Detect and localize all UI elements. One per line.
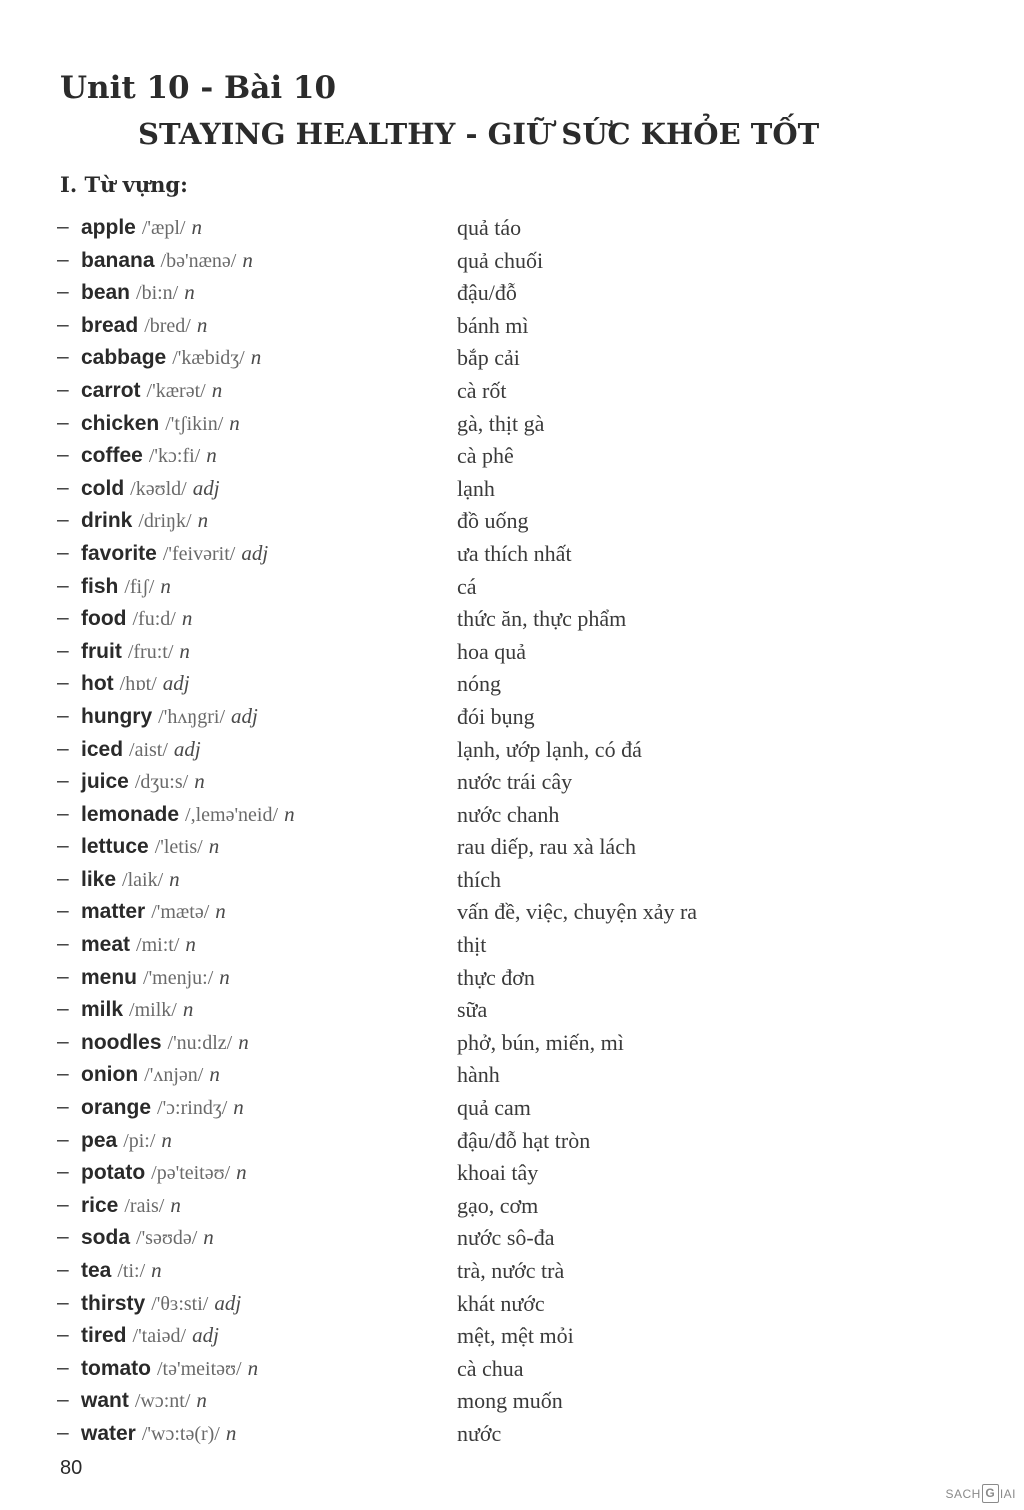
- vocab-meaning: bánh mì: [457, 312, 529, 338]
- vocab-meaning: nước sô-đa: [457, 1225, 555, 1251]
- vocab-meaning: gạo, cơm: [457, 1192, 539, 1218]
- vocab-pronunciation: /fru:t/: [127, 640, 174, 663]
- vocab-part-of-speech: n: [169, 866, 180, 891]
- vocab-entry: [81, 312, 207, 339]
- vocab-word: chicken: [81, 411, 160, 435]
- vocab-meaning: quả chuối: [457, 247, 544, 273]
- list-dash: –: [57, 932, 69, 956]
- vocab-row: [57, 244, 957, 277]
- vocab-word: potato: [81, 1161, 146, 1185]
- vocab-part-of-speech: n: [242, 247, 253, 272]
- vocab-row: [57, 1189, 957, 1222]
- vocab-entry: [81, 801, 295, 828]
- vocab-pronunciation: /'kærət/: [146, 379, 206, 402]
- vocab-part-of-speech: n: [206, 443, 217, 468]
- vocab-part-of-speech: n: [203, 1225, 214, 1250]
- vocab-pronunciation: /'menju:/: [143, 966, 214, 989]
- vocab-word: soda: [81, 1226, 131, 1250]
- vocab-word: noodles: [81, 1030, 162, 1054]
- vocab-pronunciation: /fiʃ/: [124, 575, 155, 598]
- vocab-word: carrot: [81, 378, 141, 402]
- vocab-meaning: vấn đề, việc, chuyện xảy ra: [457, 899, 698, 925]
- vocab-pronunciation: /'mætə/: [151, 901, 210, 924]
- vocab-row: [57, 472, 957, 505]
- vocab-entry: [81, 573, 171, 600]
- vocab-pronunciation: /pi:/: [123, 1129, 156, 1152]
- page-title: STAYING HEALTHY - GIỮ SỨC KHỎE TỐT: [138, 117, 820, 151]
- list-dash: –: [57, 899, 69, 923]
- list-dash: –: [57, 1290, 69, 1314]
- vocab-pronunciation: /'taiəd/: [132, 1325, 187, 1348]
- vocab-part-of-speech: n: [182, 997, 194, 1022]
- vocab-row: [57, 798, 957, 831]
- vocab-part-of-speech: n: [247, 1355, 259, 1380]
- vocab-entry: [81, 1127, 172, 1154]
- vocab-word: matter: [81, 900, 146, 924]
- vocab-row: [57, 1319, 957, 1352]
- vocab-part-of-speech: n: [236, 1160, 247, 1185]
- vocab-pronunciation: /pə'teitəʊ/: [151, 1162, 231, 1185]
- list-dash: –: [57, 1160, 69, 1184]
- list-dash: –: [57, 1062, 69, 1086]
- list-dash: –: [57, 1355, 69, 1379]
- vocab-meaning: rau diếp, rau xà lách: [457, 834, 636, 860]
- vocab-part-of-speech: n: [219, 964, 230, 989]
- list-dash: –: [57, 443, 69, 467]
- list-dash: –: [57, 312, 69, 336]
- vocab-entry: [81, 1094, 244, 1121]
- vocab-entry: [81, 1029, 249, 1056]
- vocab-meaning: lạnh: [457, 475, 495, 501]
- vocab-word: favorite: [81, 541, 157, 565]
- vocab-entry: [81, 1061, 220, 1088]
- watermark-logo: [945, 1484, 1016, 1503]
- list-dash: –: [57, 573, 69, 597]
- list-dash: –: [57, 703, 69, 727]
- vocab-word: drink: [81, 509, 133, 533]
- list-dash: –: [57, 638, 69, 662]
- vocab-meaning: cà chua: [457, 1355, 524, 1381]
- list-dash: –: [57, 769, 69, 793]
- list-dash: –: [57, 475, 69, 499]
- vocab-row: [57, 1417, 957, 1450]
- list-dash: –: [57, 1127, 69, 1151]
- vocab-meaning: nước chanh: [457, 801, 560, 827]
- vocab-meaning: đồ uống: [457, 508, 529, 534]
- list-dash: –: [57, 1029, 69, 1053]
- vocab-row: [57, 700, 957, 733]
- vocab-part-of-speech: n: [215, 899, 226, 924]
- vocab-part-of-speech: adj: [231, 703, 258, 728]
- vocab-pronunciation: /'kɔ:fi/: [148, 445, 201, 468]
- vocab-entry: [81, 247, 253, 274]
- list-dash: –: [57, 1258, 69, 1281]
- vocab-row: [57, 895, 957, 928]
- vocab-meaning: đói bụng: [457, 703, 535, 729]
- vocab-meaning: quả táo: [457, 215, 522, 240]
- vocab-pronunciation: /bə'nænə/: [160, 249, 237, 272]
- list-dash: –: [57, 1323, 69, 1347]
- vocab-pronunciation: /'kæbidʒ/: [172, 347, 245, 370]
- vocab-part-of-speech: n: [191, 215, 202, 239]
- vocab-part-of-speech: adj: [192, 1323, 219, 1348]
- vocab-part-of-speech: n: [161, 1127, 172, 1152]
- list-dash: –: [57, 1095, 69, 1119]
- vocabulary-list: [57, 211, 957, 1450]
- vocab-meaning: đậu/đỗ: [457, 280, 517, 306]
- vocab-meaning: khoai tây: [457, 1160, 539, 1186]
- vocab-entry: [81, 1257, 162, 1284]
- vocab-part-of-speech: n: [184, 280, 195, 305]
- vocab-row: [57, 407, 957, 440]
- vocab-word: onion: [81, 1063, 139, 1087]
- list-dash: –: [57, 280, 69, 304]
- vocab-entry: [81, 605, 192, 632]
- vocab-row: [57, 1026, 957, 1059]
- vocab-row: [57, 1287, 957, 1320]
- page-number: 80: [60, 1457, 83, 1479]
- vocab-entry: [81, 996, 193, 1023]
- vocab-meaning: hành: [457, 1062, 500, 1088]
- vocab-row: [57, 928, 957, 961]
- list-dash: –: [57, 1225, 69, 1249]
- unit-title: Unit 10 - Bài 10: [60, 70, 337, 106]
- vocab-entry: [81, 670, 190, 697]
- list-dash: –: [57, 866, 69, 890]
- vocab-row: [57, 961, 957, 994]
- vocab-row: [57, 1156, 957, 1189]
- vocab-part-of-speech: adj: [173, 736, 201, 761]
- vocab-entry: [81, 768, 205, 795]
- list-dash: –: [57, 1192, 69, 1216]
- watermark-mark: G: [982, 1484, 999, 1503]
- vocab-row: [57, 537, 957, 570]
- vocab-meaning: hoa quả: [457, 638, 527, 664]
- vocab-meaning: quả cam: [457, 1095, 531, 1121]
- vocab-part-of-speech: n: [170, 1192, 181, 1217]
- vocab-pronunciation: /driŋk/: [138, 510, 192, 533]
- vocab-pronunciation: /'hʌŋgri/: [158, 705, 225, 728]
- vocab-entry: [81, 442, 217, 469]
- vocab-meaning: nóng: [457, 671, 501, 697]
- vocab-row: [57, 211, 957, 244]
- vocab-part-of-speech: n: [233, 1095, 244, 1120]
- list-dash: –: [57, 1420, 69, 1444]
- vocab-row: [57, 830, 957, 863]
- vocab-meaning: cá: [457, 573, 477, 599]
- vocab-word: fruit: [81, 639, 122, 663]
- vocab-meaning: mong muốn: [457, 1388, 563, 1414]
- vocab-word: thirsty: [81, 1291, 146, 1315]
- vocab-meaning: phở, bún, miến, mì: [457, 1029, 624, 1055]
- vocab-word: fish: [81, 574, 119, 598]
- vocab-entry: [81, 703, 258, 730]
- vocab-row: [57, 374, 957, 407]
- vocab-part-of-speech: n: [151, 1258, 162, 1282]
- vocab-word: orange: [81, 1096, 152, 1120]
- vocab-part-of-speech: n: [208, 834, 220, 859]
- list-dash: –: [57, 801, 69, 825]
- vocab-word: banana: [81, 248, 155, 272]
- list-dash: –: [57, 345, 69, 369]
- list-dash: –: [57, 508, 69, 532]
- vocab-row: [57, 570, 957, 603]
- vocab-part-of-speech: n: [196, 312, 208, 337]
- vocab-row: [57, 1124, 957, 1157]
- vocab-entry: [81, 279, 195, 306]
- vocab-word: iced: [81, 737, 124, 761]
- vocab-pronunciation: /'ɔ:rindʒ/: [157, 1097, 228, 1120]
- vocab-part-of-speech: n: [197, 508, 209, 533]
- vocab-entry: [81, 964, 230, 991]
- vocab-meaning: khát nước: [457, 1290, 545, 1316]
- vocab-word: cold: [81, 476, 125, 500]
- vocab-pronunciation: /laik/: [122, 868, 164, 891]
- vocab-entry: [81, 1355, 258, 1382]
- vocab-pronunciation: /'wɔ:tə(r)/: [141, 1422, 220, 1445]
- vocab-pronunciation: /hɒt/: [119, 673, 157, 696]
- vocab-meaning: cà phê: [457, 443, 514, 469]
- vocab-part-of-speech: n: [225, 1420, 237, 1445]
- vocab-part-of-speech: adj: [162, 671, 190, 696]
- vocab-pronunciation: /'θɜ:sti/: [151, 1292, 209, 1315]
- vocab-word: tomato: [81, 1356, 151, 1380]
- vocab-pronunciation: /kəʊld/: [130, 477, 187, 500]
- vocab-word: meat: [81, 933, 131, 957]
- vocab-entry: [81, 507, 208, 534]
- vocab-part-of-speech: n: [284, 801, 295, 826]
- vocab-pronunciation: /'tʃikin/: [165, 412, 224, 435]
- vocab-pronunciation: /mi:t/: [136, 934, 180, 957]
- vocab-pronunciation: /bi:n/: [136, 282, 179, 305]
- vocab-meaning: thích: [457, 866, 501, 892]
- vocab-row: [57, 1221, 957, 1254]
- vocab-word: menu: [81, 965, 138, 989]
- list-dash: –: [57, 736, 69, 760]
- vocab-part-of-speech: n: [250, 345, 262, 370]
- vocab-meaning: thịt: [457, 932, 487, 958]
- vocab-pronunciation: /'feivərit/: [162, 542, 236, 565]
- vocab-meaning: nước: [457, 1420, 502, 1446]
- vocab-word: rice: [81, 1193, 119, 1217]
- vocab-meaning: đậu/đỗ hạt tròn: [457, 1127, 591, 1153]
- vocab-meaning: ưa thích nhất: [457, 540, 572, 566]
- vocab-entry: [81, 1322, 219, 1349]
- vocab-pronunciation: /'səʊdə/: [136, 1227, 198, 1250]
- vocab-entry: [81, 1290, 241, 1317]
- vocab-meaning: thức ăn, thực phẩm: [457, 606, 627, 632]
- vocab-meaning: bắp cải: [457, 345, 520, 371]
- vocab-meaning: mệt, mệt mỏi: [457, 1323, 574, 1349]
- list-dash: –: [57, 997, 69, 1021]
- vocab-entry: [81, 1387, 207, 1414]
- vocab-meaning: cà rốt: [457, 377, 507, 403]
- watermark-suffix: IAI: [999, 1486, 1016, 1501]
- vocab-part-of-speech: n: [181, 606, 193, 631]
- vocab-pronunciation: /,lemə'neid/: [185, 803, 279, 826]
- vocab-word: pea: [81, 1128, 118, 1152]
- vocab-part-of-speech: adj: [192, 475, 220, 500]
- vocab-part-of-speech: n: [179, 638, 190, 663]
- vocab-row: [57, 341, 957, 374]
- watermark-prefix: SACH: [945, 1486, 981, 1501]
- vocab-pronunciation: /bred/: [144, 314, 191, 337]
- vocab-row: [57, 1058, 957, 1091]
- vocab-entry: [81, 377, 222, 404]
- vocab-word: juice: [81, 770, 129, 794]
- vocab-pronunciation: /'ʌnjən/: [144, 1064, 204, 1087]
- vocab-pronunciation: /'æpl/: [141, 217, 186, 239]
- vocab-entry: [81, 410, 240, 437]
- list-dash: –: [57, 1388, 69, 1412]
- vocab-row: [57, 439, 957, 472]
- vocab-word: hungry: [81, 704, 153, 728]
- vocab-part-of-speech: n: [160, 573, 171, 598]
- vocab-pronunciation: /wɔ:nt/: [134, 1390, 191, 1413]
- vocab-row: [57, 309, 957, 342]
- vocab-pronunciation: /rais/: [124, 1194, 165, 1217]
- vocab-meaning: thực đơn: [457, 964, 535, 990]
- vocab-row: [57, 993, 957, 1026]
- list-dash: –: [57, 247, 69, 271]
- vocab-pronunciation: /ti:/: [117, 1260, 146, 1282]
- vocab-entry: [81, 736, 201, 763]
- vocab-entry: [81, 540, 268, 567]
- vocab-entry: [81, 931, 196, 958]
- vocab-word: tired: [81, 1324, 127, 1348]
- vocab-row: [57, 1352, 957, 1385]
- vocab-word: bread: [81, 313, 139, 337]
- vocab-entry: [81, 833, 219, 860]
- list-dash: –: [57, 410, 69, 434]
- vocab-entry: [81, 866, 180, 893]
- vocab-word: like: [81, 867, 117, 891]
- vocab-word: cabbage: [81, 346, 167, 370]
- vocab-word: lettuce: [81, 835, 149, 859]
- vocab-word: bean: [81, 281, 131, 305]
- vocab-meaning: nước trái cây: [457, 769, 573, 795]
- vocab-word: tea: [81, 1259, 112, 1282]
- vocab-part-of-speech: adj: [214, 1290, 242, 1315]
- vocab-row: [57, 1254, 957, 1287]
- list-dash: –: [57, 834, 69, 858]
- vocab-row: [57, 667, 957, 700]
- vocab-row: [57, 733, 957, 766]
- vocab-entry: [81, 1224, 214, 1251]
- vocab-pronunciation: /fu:d/: [132, 608, 176, 631]
- vocab-entry: [81, 638, 190, 665]
- vocab-pronunciation: /aist/: [129, 738, 168, 761]
- list-dash: –: [57, 540, 69, 564]
- vocab-word: food: [81, 607, 127, 631]
- vocab-pronunciation: /dʒu:s/: [134, 771, 189, 794]
- vocab-word: coffee: [81, 444, 143, 468]
- vocab-row: [57, 276, 957, 309]
- vocab-row: [57, 1384, 957, 1417]
- vocab-meaning: trà, nước trà: [457, 1258, 565, 1283]
- vocab-pronunciation: /'letis/: [154, 836, 203, 859]
- vocab-pronunciation: /milk/: [129, 999, 177, 1022]
- vocab-row: [57, 765, 957, 798]
- vocab-row: [57, 1091, 957, 1124]
- vocab-word: want: [81, 1389, 129, 1413]
- vocab-pronunciation: /'nu:dlz/: [167, 1031, 233, 1054]
- vocab-meaning: sữa: [457, 997, 488, 1023]
- vocab-meaning: gà, thịt gà: [457, 410, 545, 436]
- vocab-word: lemonade: [81, 802, 180, 826]
- vocab-part-of-speech: n: [211, 377, 223, 402]
- vocab-entry: [81, 475, 220, 502]
- vocab-entry: [81, 1159, 247, 1186]
- vocab-word: hot: [81, 672, 114, 696]
- vocab-entry: [81, 214, 202, 241]
- vocab-part-of-speech: n: [185, 932, 196, 957]
- list-dash: –: [57, 215, 69, 238]
- vocab-row: [57, 504, 957, 537]
- vocab-entry: [81, 344, 261, 371]
- vocab-entry: [81, 1420, 236, 1447]
- vocab-part-of-speech: n: [238, 1029, 249, 1054]
- vocab-word: water: [81, 1421, 136, 1445]
- list-dash: –: [57, 606, 69, 630]
- vocab-pronunciation: /tə'meitəʊ/: [157, 1357, 242, 1380]
- vocab-entry: [81, 898, 226, 925]
- vocab-meaning: lạnh, ướp lạnh, có đá: [457, 736, 642, 762]
- vocab-row: [57, 635, 957, 668]
- section-heading: I. Từ vựng:: [60, 172, 188, 197]
- vocab-row: [57, 602, 957, 635]
- vocab-part-of-speech: n: [209, 1062, 220, 1087]
- list-dash: –: [57, 964, 69, 988]
- list-dash: –: [57, 671, 69, 695]
- vocab-part-of-speech: n: [194, 769, 205, 794]
- list-dash: –: [57, 377, 69, 401]
- vocab-part-of-speech: adj: [241, 540, 269, 565]
- vocab-word: apple: [81, 216, 136, 239]
- vocab-word: milk: [81, 998, 124, 1022]
- vocab-part-of-speech: n: [229, 410, 240, 435]
- vocab-row: [57, 863, 957, 896]
- vocab-entry: [81, 1192, 181, 1219]
- vocab-part-of-speech: n: [196, 1388, 207, 1413]
